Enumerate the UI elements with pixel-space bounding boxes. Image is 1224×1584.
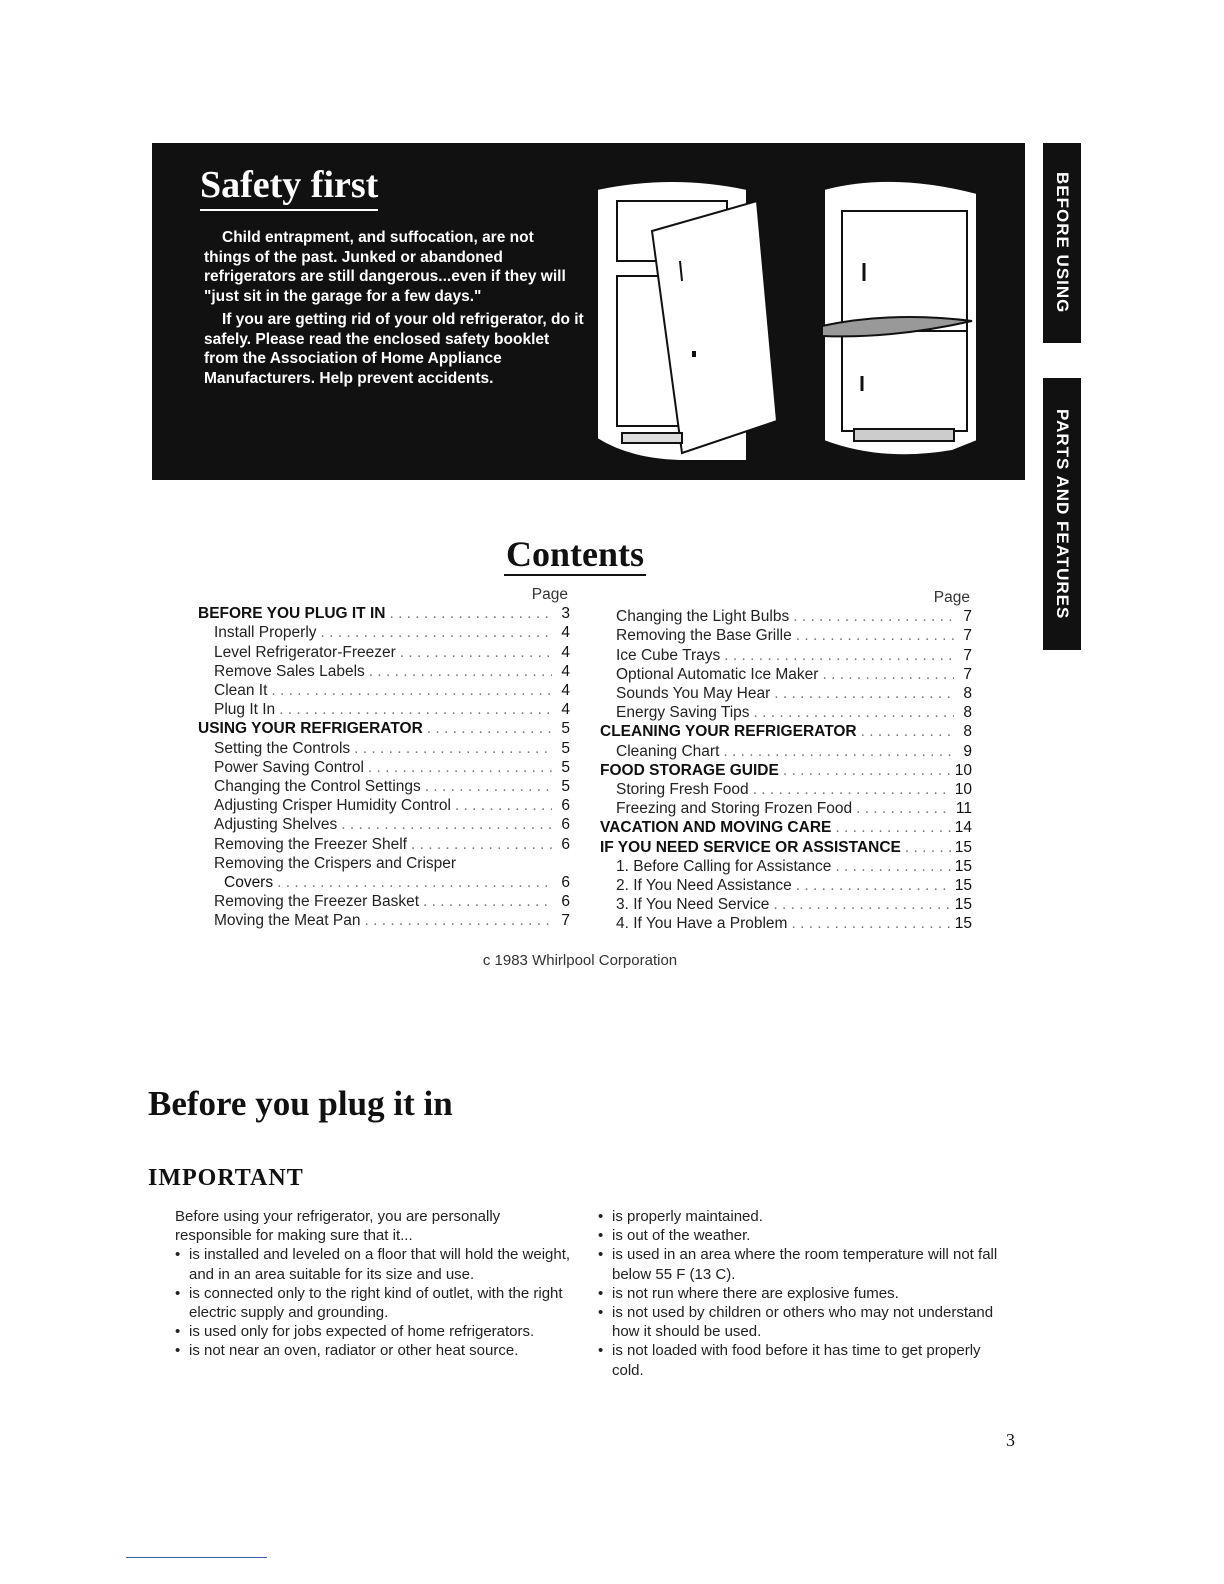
toc-leader-dots (835, 818, 950, 837)
requirement-item: • is not loaded with food before it has time to get properly cold. (598, 1341, 998, 1379)
toc-leader-dots (796, 876, 951, 895)
toc-leader-dots (724, 646, 954, 665)
toc-entry (198, 681, 570, 700)
toc-entry-label: 2. If You Need Assistance (616, 877, 792, 895)
toc-entry (198, 796, 570, 815)
toc-entry-page: 10 (954, 781, 972, 799)
toc-entry-label: Changing the Light Bulbs (616, 608, 790, 626)
toc-entry-label: Ice Cube Trays (616, 646, 721, 664)
toc-leader-dots (271, 681, 552, 700)
toc-leader-dots (856, 799, 952, 818)
toc-entry-page: 14 (954, 819, 972, 837)
toc-leader-dots (822, 665, 954, 684)
toc-entry-page: 5 (561, 758, 570, 776)
toc-entry-label: Power Saving Control (214, 758, 364, 776)
contents-title (0, 532, 1150, 576)
section-title: Before you plug it in (148, 1084, 453, 1123)
toc-entry-label: 4. If You Have a Problem (616, 915, 788, 933)
requirement-item: • is used only for jobs expected of home refrigerators. (175, 1322, 575, 1341)
tab-before-using[interactable]: BEFORE USING (1043, 143, 1081, 343)
toc-entry-label: Clean It (214, 682, 268, 700)
toc-entry-page: 5 (561, 778, 570, 796)
requirement-item: • is not run where there are explosive fumes. (598, 1284, 998, 1303)
safety-banner (152, 143, 1025, 480)
toc-leader-dots (754, 703, 954, 722)
toc-entry (600, 818, 972, 837)
toc-entry (198, 719, 570, 738)
toc-entry (198, 854, 570, 873)
toc-entry (600, 895, 972, 914)
toc-leader-dots (427, 719, 552, 738)
banner-paragraph-2: If you are getting rid of your old refrigerator, do it safely. Please read the enclosed safety booklet from the Association of Home Appliance Manufacturers. Help prevent accidents. (204, 311, 584, 387)
toc-entry (600, 646, 972, 665)
toc-leader-dots (791, 914, 950, 933)
toc-entry-page: 6 (561, 893, 570, 911)
banner-title: Safety first (200, 163, 378, 211)
contents-title-text: Contents (505, 534, 644, 574)
intro-text: Before using your refrigerator, you are personally responsible for making sure that it... (175, 1208, 501, 1245)
toc-entry-page: 4 (561, 701, 570, 719)
requirement-item: • is not near an oven, radiator or other heat source. (175, 1341, 575, 1360)
toc-entry-label: 1. Before Calling for Assistance (616, 857, 832, 875)
requirement-item: • is installed and leveled on a floor that will hold the weight, and in an area suitable for its size and use. (175, 1245, 575, 1283)
toc-entry-page: 6 (561, 835, 570, 853)
requirement-item: • is connected only to the right kind of outlet, with the right electric supply and grounding. (175, 1284, 575, 1322)
toc-entry-label: Cleaning Chart (616, 742, 720, 760)
open-door-refrigerator-drawing (597, 181, 777, 461)
refrigerator-illustration (592, 171, 1012, 471)
toc-leader-dots (835, 857, 950, 876)
important-heading: IMPORTANT (148, 1165, 304, 1191)
toc-leader-dots (279, 700, 552, 719)
toc-leader-dots (364, 911, 552, 930)
chained-refrigerator-drawing (822, 181, 977, 455)
toc-page-header: Page (531, 586, 568, 603)
requirement-item: • is out of the weather. (598, 1226, 998, 1245)
toc-left-column (198, 585, 570, 931)
toc-entry-page: 15 (954, 838, 972, 856)
toc-leader-dots (783, 761, 951, 780)
toc-entry (600, 665, 972, 684)
toc-leader-dots (389, 604, 552, 623)
toc-entry-page: 4 (561, 643, 570, 661)
toc-entry (600, 780, 972, 799)
tab-parts-and-features[interactable]: PARTS AND FEATURES (1043, 378, 1081, 650)
toc-entry-page: 15 (954, 877, 972, 895)
toc-leader-dots (425, 777, 552, 796)
toc-entry-page: 8 (963, 704, 972, 722)
requirement-item: • is not used by children or others who may not understand how it should be used. (598, 1303, 998, 1341)
toc-entry (198, 815, 570, 834)
toc-right-column (600, 588, 972, 934)
toc-entry-page: 15 (954, 857, 972, 875)
toc-entry-page: 6 (561, 816, 570, 834)
requirement-item: • is used in an area where the room temperature will not fall below 55 F (13 C). (598, 1245, 998, 1283)
toc-entry-page: 4 (561, 682, 570, 700)
toc-entry (600, 703, 972, 722)
toc-entry-label: Freezing and Storing Frozen Food (616, 800, 853, 818)
toc-entry (198, 777, 570, 796)
toc-entry-label: Moving the Meat Pan (214, 912, 361, 930)
toc-entry-page: 6 (561, 874, 570, 892)
toc-entry-label: VACATION AND MOVING CARE (600, 819, 832, 837)
toc-leader-dots (455, 796, 552, 815)
footnote-divider (126, 1557, 267, 1558)
toc-entry-label: Plug It In (214, 701, 276, 719)
toc-entry (198, 739, 570, 758)
banner-paragraph-1: Child entrapment, and suffocation, are not things of the past. Junked or abandoned refrigerators are still dangerous...even if they will "just sit in the garage for a few days." (204, 229, 566, 305)
toc-entry-page: 8 (963, 723, 972, 741)
toc-entry-page: 4 (561, 662, 570, 680)
body-left-column (175, 1207, 575, 1361)
toc-entry-label: Setting the Controls (214, 739, 351, 757)
toc-leader-dots (411, 835, 552, 854)
toc-entry-label: Adjusting Shelves (214, 816, 338, 834)
toc-entry-page: 7 (963, 608, 972, 626)
page-number: 3 (1006, 1430, 1015, 1450)
toc-entry-page: 9 (963, 742, 972, 760)
toc-leader-dots (369, 662, 552, 681)
toc-entry (198, 835, 570, 854)
toc-entry (600, 876, 972, 895)
toc-leader-dots (774, 684, 954, 703)
toc-entry-page: 10 (954, 761, 972, 779)
toc-entry-label: Sounds You May Hear (616, 685, 771, 703)
toc-entry-label: BEFORE YOU PLUG IT IN (198, 605, 386, 623)
toc-entry-label: Removing the Freezer Shelf (214, 835, 407, 853)
toc-leader-dots (773, 895, 950, 914)
toc-entry-page: 11 (955, 800, 972, 818)
toc-entry (198, 700, 570, 719)
toc-leader-dots (796, 626, 954, 645)
toc-entry-page: 8 (963, 685, 972, 703)
toc-entry (600, 607, 972, 626)
copyright-notice: c 1983 Whirlpool Corporation (482, 952, 678, 969)
toc-entry (600, 857, 972, 876)
toc-entry-page: 7 (963, 627, 972, 645)
toc-leader-dots (423, 892, 552, 911)
toc-leader-dots (277, 873, 552, 892)
toc-entry-label: Covers (224, 874, 274, 892)
requirement-item: • is properly maintained. (598, 1207, 998, 1226)
toc-entry-page: 7 (561, 912, 570, 930)
toc-leader-dots (793, 607, 954, 626)
toc-entry-label: Removing the Freezer Basket (214, 893, 420, 911)
toc-entry (600, 761, 972, 780)
toc-entry-label: Adjusting Crisper Humidity Control (214, 797, 451, 815)
toc-entry (198, 892, 570, 911)
toc-entry-page: 5 (561, 720, 570, 738)
toc-leader-dots (321, 623, 552, 642)
toc-entry (600, 742, 972, 761)
toc-entry (198, 604, 570, 623)
toc-entry-label: Energy Saving Tips (616, 704, 750, 722)
toc-entry-label: CLEANING YOUR REFRIGERATOR (600, 723, 857, 741)
toc-entry-label: IF YOU NEED SERVICE OR ASSISTANCE (600, 838, 901, 856)
toc-leader-dots (861, 722, 954, 741)
toc-entry-label: FOOD STORAGE GUIDE (600, 761, 779, 779)
toc-leader-dots (905, 838, 951, 857)
body-right-column (598, 1207, 998, 1380)
toc-entry (198, 623, 570, 642)
toc-entry (600, 838, 972, 857)
toc-entry-page: 15 (954, 915, 972, 933)
toc-entry-label: Storing Fresh Food (616, 781, 749, 799)
toc-entry (600, 626, 972, 645)
toc-entry-label: Removing the Base Grille (616, 627, 792, 645)
requirements-list-right (598, 1207, 998, 1380)
toc-leader-dots (368, 758, 552, 777)
toc-entry (198, 662, 570, 681)
toc-entry (600, 684, 972, 703)
toc-leader-dots (723, 742, 954, 761)
toc-page-header: Page (933, 589, 970, 606)
toc-leader-dots (341, 815, 552, 834)
toc-leader-dots (400, 643, 552, 662)
toc-entry (600, 722, 972, 741)
toc-entry-page: 7 (963, 665, 972, 683)
toc-entry-page: 4 (561, 624, 570, 642)
toc-entry-page: 3 (561, 605, 570, 623)
toc-entry-label: Changing the Control Settings (214, 778, 421, 796)
toc-entry (600, 799, 972, 818)
toc-entry-page: 7 (963, 646, 972, 664)
toc-entry-page: 15 (954, 896, 972, 914)
toc-entry (198, 911, 570, 930)
toc-entry-label: USING YOUR REFRIGERATOR (198, 720, 423, 738)
toc-entry (198, 643, 570, 662)
toc-entry (198, 758, 570, 777)
toc-entry-label: Removing the Crispers and Crisper (214, 854, 457, 872)
toc-entry-label: Remove Sales Labels (214, 662, 365, 680)
toc-entry-label: 3. If You Need Service (616, 896, 770, 914)
toc-entry (600, 914, 972, 933)
banner-text (204, 228, 584, 392)
toc-leader-dots (753, 780, 951, 799)
toc-entry-label: Optional Automatic Ice Maker (616, 665, 819, 683)
toc-entry-page: 6 (561, 797, 570, 815)
toc-entry-label: Level Refrigerator-Freezer (214, 643, 396, 661)
toc-entry (198, 873, 570, 892)
requirements-list-left (175, 1245, 575, 1360)
toc-leader-dots (354, 739, 552, 758)
toc-entry-page: 5 (561, 739, 570, 757)
toc-entry-label: Install Properly (214, 624, 317, 642)
